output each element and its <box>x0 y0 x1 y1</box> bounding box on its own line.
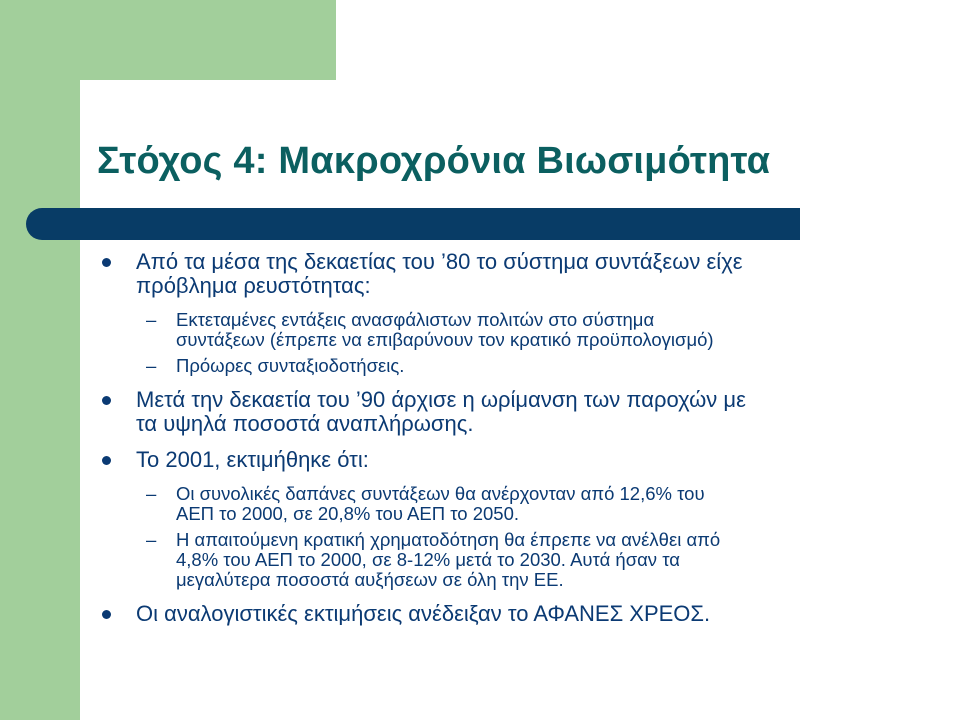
bullet-text: Από τα μέσα της δεκαετίας του ’80 το σύστημα συντάξεων είχε πρόβλημα ρευστότητας: <box>136 249 743 298</box>
sub-bullet-marker: – <box>146 355 157 376</box>
sub-bullet-marker: – <box>146 483 157 504</box>
sub-bullet-item <box>100 310 900 350</box>
sub-bullet-text: Η απαιτούμενη κρατική χρηματοδότηση θα έπρεπε να ανέλθει από 4,8% του ΑΕΠ το 2000, σε 8-12% μετά το 2030. Αυτά ήσαν τα μεγαλύτερα ποσοστά αυξήσεων σε όλη την ΕΕ. <box>176 529 721 590</box>
sub-bullet-item <box>100 484 900 524</box>
sub-bullet-text: Πρόωρες συνταξιοδοτήσεις. <box>176 355 405 376</box>
sub-bullet-item <box>100 530 900 590</box>
bullet-item <box>100 250 900 298</box>
bullet-dot <box>102 258 111 267</box>
sub-bullet-text: Εκτεταμένες εντάξεις ανασφάλιστων πολιτών στο σύστημα συντάξεων (έπρεπε να επιβαρύνουν τον κρατικό προϋπολογισμό) <box>176 309 714 350</box>
sub-bullet-marker: – <box>146 309 157 330</box>
slide-title: Στόχος 4: Μακροχρόνια Βιωσιμότητα <box>97 140 771 182</box>
background-left-band <box>0 0 80 720</box>
bullet-text: Το 2001, εκτιμήθηκε ότι: <box>136 447 369 472</box>
sub-bullet-text: Οι συνολικές δαπάνες συντάξεων θα ανέρχονταν από 12,6% του ΑΕΠ το 2000, σε 20,8% του ΑΕΠ το 2050. <box>176 483 705 524</box>
bullet-text: Μετά την δεκαετία του ’90 άρχισε η ωρίμανση των παροχών με τα υψηλά ποσοστά αναπλήρωσης. <box>136 387 746 436</box>
title-underline-bar <box>26 208 800 240</box>
bullet-dot <box>102 396 111 405</box>
bullet-dot <box>102 610 111 619</box>
slide-body <box>100 250 900 638</box>
bullet-item <box>100 388 900 436</box>
bullet-item <box>100 448 900 472</box>
sub-bullet-marker: – <box>146 529 157 550</box>
bullet-text: Οι αναλογιστικές εκτιμήσεις ανέδειξαν το ΑΦΑΝΕΣ ΧΡΕΟΣ. <box>136 601 711 626</box>
sub-bullet-item <box>100 356 900 376</box>
bullet-item <box>100 602 900 626</box>
bullet-dot <box>102 456 111 465</box>
